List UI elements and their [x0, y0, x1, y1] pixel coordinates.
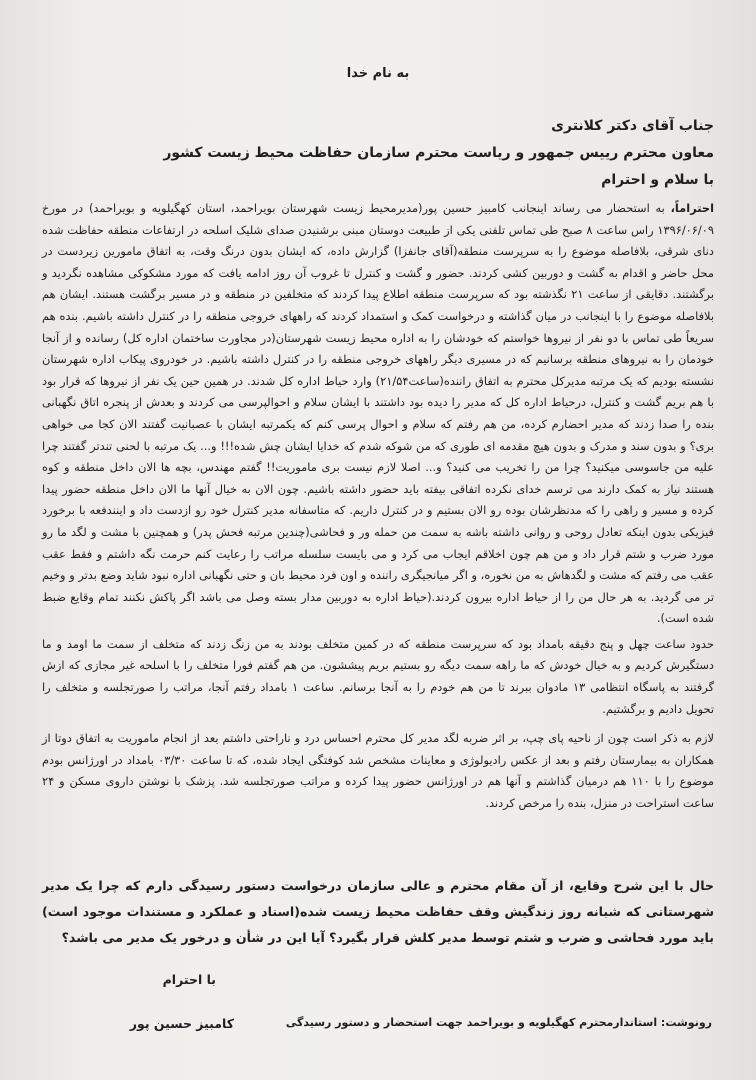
- paragraph-injury: لازم به ذکر است چون از ناحیه پای چپ، بر اثر ضربه لگد مدیر کل محترم احساس درد و ناراحتی داشتم بعد از انجام ماموریت به اتفاق دوتا از همکاران به بیمارستان رفتم و بعد از عکس رادیولوژی و معاینات مشخص شد کوفتگی ایجاد شده، که تا ساعت ۰۳/۳۰ بامداد در اورژانس بودم موضوع را با ۱۱۰ هم درمیان گذاشتم و آنها هم در اورژانس حضور پیدا کرده و مراتب صورتجلسه شد. پزشک با نوشتن داروی مسکن و ۲۴ ساعت استراحت در منزل، بنده را مرخص کردند.: [42, 731, 715, 811]
- letter-body: [42, 198, 714, 819]
- greeting: با سلام و احترام: [601, 172, 714, 188]
- paragraph-incident-text: به استحضار می رساند اینجانب کامبیز حسین پور(مدیرمحیط زیست شهرستان بویراحمد، استان کهگیلویه و بویراحمد) در مورخ ۱۳۹۶/۰۶/۰۹ راس ساعت ۸ صبح طی تماس تلفنی یکی از طبیعت دوستان مبنی برشنیدن صدای شلیک اسلحه در ارتفاعات منطقه حفاظت شده دنای شرقی، بلافاصله موضوع را به سرپرست منطقه(آقای جانفزا) گزارش داده، که ایشان بدون درنگ وقت، به اتفاق مامورین زیردست در محل حاضر و اقدام به گشت و دوربین کشی کردند. حضور و گشت و کنترل تا غروب آن روز ادامه یافت که مورد مشکوکی مشاهده نگردید و برگشتند. دقایقی از ساعت ۲۱ نگذشته بود که سرپرست منطقه اطلاع پیدا کردند که متخلفین در منطقه و در مسیر برگشت هستند. ایشان هم بلافاصله موضوع را با اینجانب در میان گذاشته و درخواست کمک و استمداد کردند که راههای خروجی منطقه را در کنترل داشته باشیم. بنده هم سریعاً طی تماس با دو نفر از نیروها خواستم که خودشان را به اداره محیط زیست شهرستان(در مجاورت ساختمان اداره کل) رسانده و از آنجا خودمان را به نیروهای منطقه برسانیم که در مسیری دیگر راههای خروجی منطقه را در کنترل داشته باشیم. در خودروی پیکاب اداره شهرستان نشسته بودیم که یک مرتبه مدیرکل محترم به اتفاق راننده(ساعت۲۱/۵۴) وارد حیاط اداره کل شدند. در همین حین یک نفر از نیروها که قرار بود با هم بریم گشت و کنترل، درحیاط اداره کل که مدیر را دیده بود داشتند با ایشان سلام و احوالپرسی می کردند و بعدش از پنجره اتاق نگهبانی بنده را صدا زدند که مدیر احضارم کرده، من هم رفتم که سلام و احوال پرسی کنم که یکمرتبه ایشان با عصبانیت گفتند الان کجا می خواهی بری؟ و بدون سند و مدرک و بدون هیچ مقدمه ای طوری که من شوکه شدم که خدایا ایشان چش شده!!! و... یک مرتبه با لحنی تندتر گفتند چرا علیه من جاسوسی میکنید؟ چرا من را تخریب می کنید؟ و... اصلا لازم نیست بری ماموریت!! گفتم مهندس، بچه ها الان داخل منطقه و کوه هستند نیاز به کمک دارند می ترسم خدای نکرده اتفاقی بیفته باید حضور داشته باشیم. چون الان به خیال آنها ما الان داخل منطقه حضور پیدا کرده و مسیر و راهی را که مدنظرشان بوده رو الان بستیم و در کنترل داریم. که متاسفانه مدیر کنترل خود رو ازدست داد و اینندفعه با برخورد فیزیکی بدون اینکه تعادل روحی و روانی داشته باشه به سمت من حمله ور و فحاشی(چندین مرتبه فحش پدر) و همچنین با مشت و لگد ما رو مورد ضرب و شتم قرار داد و من هم چون اخلاقم ایجاب می کرد و می بایست سلسله مراتب را رعایت کنم حرمت نگه داشتم و فقط عقب عقب می رفتم که مشت و لگدهاش به من نخوره، و اگر میانجیگری راننده و اون فرد محیط بان و حتی نگهبانی اداره نبود شاید وضع بدتر و وخیم تر می گردید. به هر حال من را از حیاط اداره بیرون کردند.(حیاط اداره به دوربین مدار بسته وصل می باشد اگر پاکش نکنند تمام وقایع ضبط شده است).: [42, 201, 714, 626]
- intro-word: احتراماً،: [670, 201, 714, 215]
- recipient-name: جناب آقای دکتر کلانتری: [551, 118, 714, 134]
- recipient-title: معاون محترم رییس جمهور و ریاست محترم سازمان حفاظت محیط زیست کشور: [163, 145, 714, 161]
- paragraph-incident: [42, 198, 714, 630]
- request-paragraph: حال با این شرح وقایع، از آن مقام محترم و عالی سازمان درخواست دستور رسیدگی دارم که چرا یک مدیر شهرستانی که شبانه روز زندگیش وقف حفاظت محیط زیست شده(اسناد و عملکرد و مستندات موجود است) باید مورد فحاشی و ضرب و شتم توسط مدیر کلش قرار بگیرد؟ آیا این در شأن و درخور یک مدیر می باشد؟: [42, 878, 714, 945]
- carbon-copy-line: رونوشت: استاندارمحترم کهگیلویه و بویراحمد جهت استحضار و دستور رسیدگی: [285, 1016, 712, 1029]
- signature-closing: با احترام: [162, 972, 216, 987]
- signature-name: کامبیز حسین پور: [129, 1016, 234, 1031]
- paragraph-arrest: حدود ساعت چهل و پنج دقیقه بامداد بود که سرپرست منطقه که در کمین متخلف بودند به من زنگ زدند که متخلف از سمت ما اومد و ما دستگیرش کردیم و به خیال خودش که ما راهه سمت دیگه رو بستیم بریم پیششون. من هم گفتم فورا متخلف را با اسلحه غیر مجازی که ازش گرفتند به پاسگاه انتظامی ۱۳ مادوان ببرند تا من هم خودم را به آنجا برسانم. ساعت ۱ بامداد رفتم آنجا، مراتب را صورتجلسه و متخلف را تحویل دادیم و برگشتیم.: [42, 636, 714, 716]
- letter-heading: به نام خدا: [346, 66, 410, 81]
